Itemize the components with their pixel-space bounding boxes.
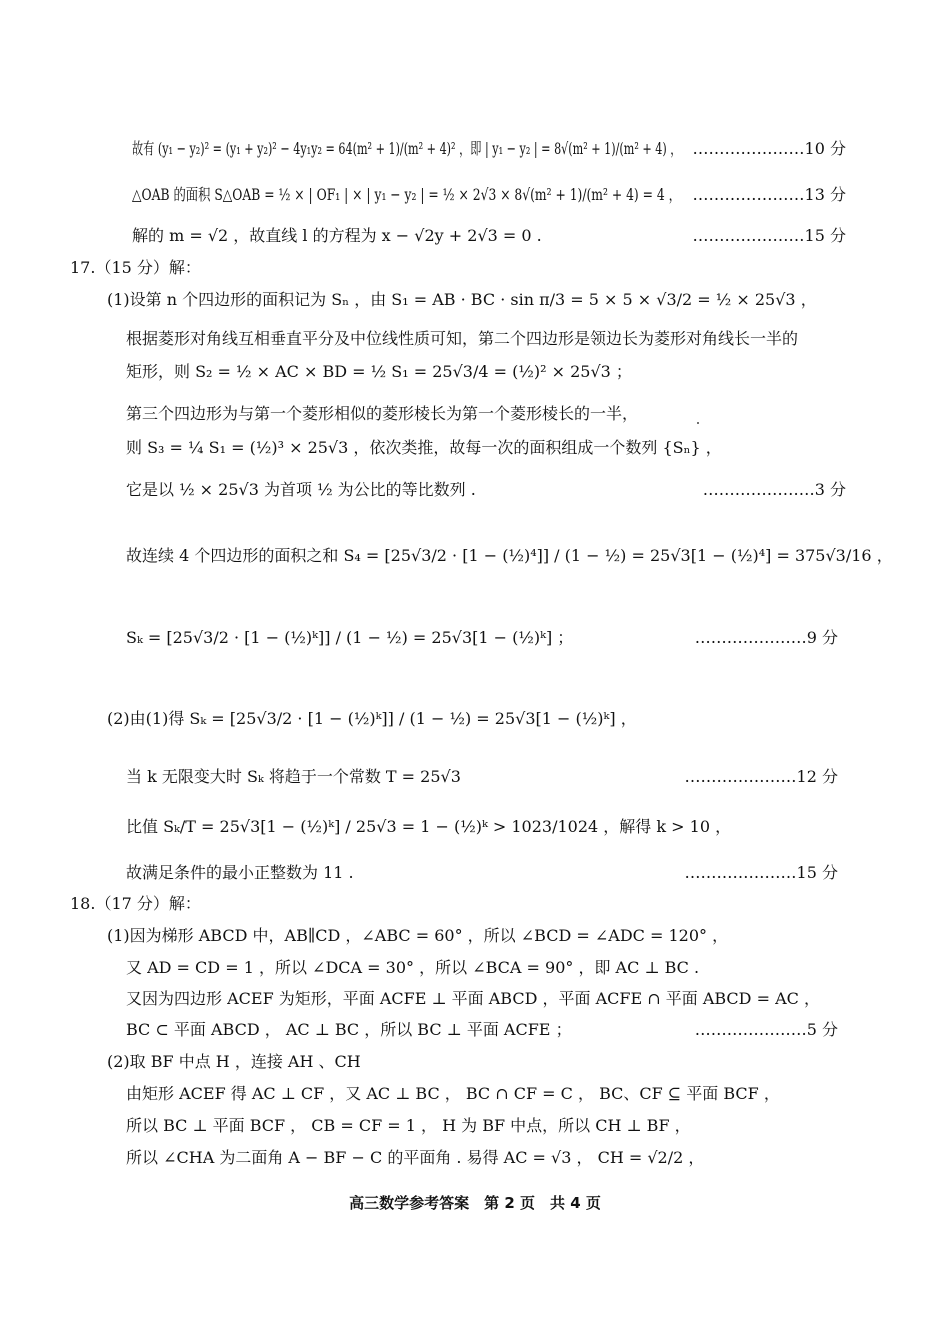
line-text: 根据菱形对角线互相垂直平分及中位线性质可知，第二个四边形是领边长为菱形对角线长一半的 [126, 329, 799, 348]
line-text: (2)取 BF 中点 H ，连接 AH 、CH [107, 1052, 361, 1071]
score-marker: …………………12 分 [684, 767, 838, 786]
line-text: 所以 ∠CHA 为二面角 A − BF − C 的平面角 . 易得 AC = √3 ， CH = √2/2 ， [126, 1148, 705, 1167]
line-text: 又 AD = CD = 1 ，所以 ∠DCA = 30° ，所以 ∠BCA = 90° ，即 AC ⊥ BC . [126, 958, 700, 977]
line-text: 故满足条件的最小正整数为 11 . [126, 863, 354, 882]
stray-dot [697, 422, 699, 424]
score-marker: …………………13 分 [692, 185, 846, 204]
line-text: 故有 (y₁ − y₂)² = (y₁ + y₂)² − 4y₁y₂ = 64(m² + 1)/(m² + 4)² ，即 | y₁ − y₂ | = 8√(m² + 1)/(m² + 4) ， [132, 139, 682, 158]
page-footer: 高三数学参考答案 第 2 页 共 4 页 [349, 1194, 601, 1212]
line-text: (1)设第 n 个四边形的面积记为 Sₙ ，由 S₁ = AB · BC · sin π/3 = 5 × 5 × √3/2 = ½ × 25√3 ， [107, 290, 817, 309]
score-marker: …………………10 分 [692, 139, 846, 158]
line-text: BC ⊂ 平面 ABCD ， AC ⊥ BC ，所以 BC ⊥ 平面 ACFE ； [126, 1020, 572, 1039]
score-marker: …………………3 分 [702, 480, 846, 499]
score-marker: …………………5 分 [694, 1020, 838, 1039]
line-text: 比值 Sₖ/T = 25√3[1 − (½)ᵏ] / 25√3 = 1 − (½)ᵏ > 1023/1024 ，解得 k > 10 ， [126, 817, 732, 836]
line-text: 由矩形 ACEF 得 AC ⊥ CF ，又 AC ⊥ BC ， BC ∩ CF = C ， BC、CF ⊆ 平面 BCF ， [126, 1084, 780, 1103]
score-marker: …………………15 分 [684, 863, 838, 882]
line-text: △OAB 的面积 S△OAB = ½ × | OF₁ | × | y₁ − y₂ | = ½ × 2√3 × 8√(m² + 1)/(m² + 4) = 4 ， [132, 185, 681, 204]
score-marker: …………………15 分 [692, 226, 846, 245]
line-text: 解的 m = √2 ，故直线 l 的方程为 x − √2y + 2√3 = 0 . [132, 226, 542, 245]
line-text: 故连续 4 个四边形的面积之和 S₄ = [25√3/2 · [1 − (½)⁴]] / (1 − ½) = 25√3[1 − (½)⁴] = 375√3/16 ， [126, 546, 893, 565]
line-text: 它是以 ½ × 25√3 为首项 ½ 为公比的等比数列 . [126, 480, 476, 499]
score-marker: …………………9 分 [694, 628, 838, 647]
line-text: (2)由(1)得 Sₖ = [25√3/2 · [1 − (½)ᵏ]] / (1 − ½) = 25√3[1 − (½)ᵏ] ， [107, 709, 637, 728]
line-text: 所以 BC ⊥ 平面 BCF ， CB = CF = 1 ， H 为 BF 中点，所以 CH ⊥ BF ， [126, 1116, 691, 1135]
line-text: 当 k 无限变大时 Sₖ 将趋于一个常数 T = 25√3 [126, 767, 461, 786]
line-text: 则 S₃ = ¼ S₁ = (½)³ × 25√3 ，依次类推，故每一次的面积组成一个数列 {Sₙ} ， [126, 438, 722, 457]
line-text: (1)因为梯形 ABCD 中，AB∥CD ，∠ABC = 60° ，所以 ∠BCD = ∠ADC = 120° ， [107, 926, 729, 945]
line-text: 18.（17 分）解： [70, 894, 201, 913]
line-text: 17.（15 分）解： [70, 258, 201, 277]
line-text: 矩形，则 S₂ = ½ × AC × BD = ½ S₁ = 25√3/4 = (½)² × 25√3 ； [126, 362, 632, 381]
line-text: 又因为四边形 ACEF 为矩形，平面 ACFE ⊥ 平面 ABCD ，平面 ACFE ∩ 平面 ABCD = AC ， [126, 989, 820, 1008]
line-text: 第三个四边形为与第一个菱形相似的菱形棱长为第一个菱形棱长的一半， [126, 404, 639, 423]
line-text: Sₖ = [25√3/2 · [1 − (½)ᵏ]] / (1 − ½) = 25√3[1 − (½)ᵏ] ； [126, 628, 574, 647]
